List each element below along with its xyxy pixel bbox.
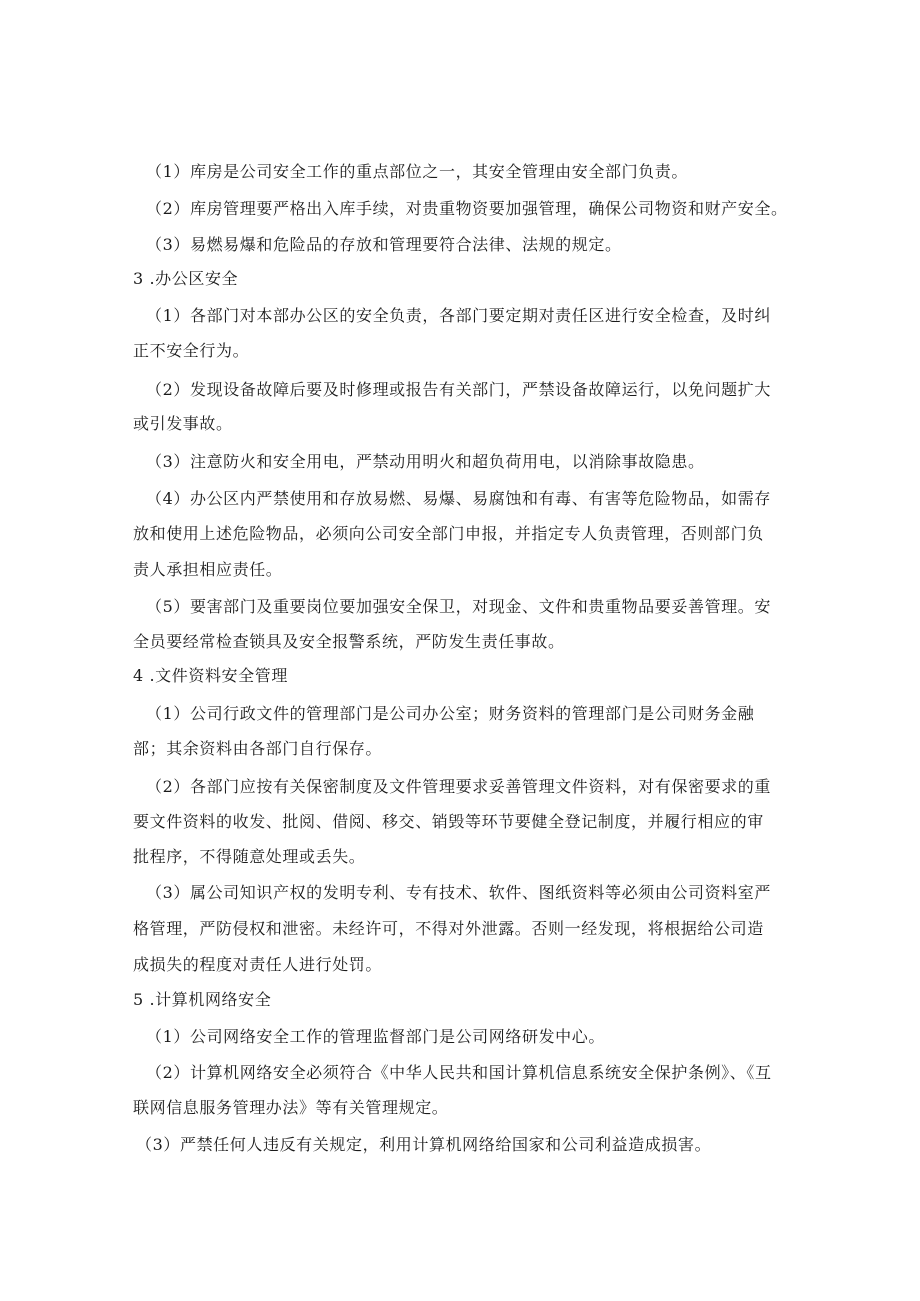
paragraph-line: （2）各部门应按有关保密制度及文件管理要求妥善管理文件资料，对有保密要求的重 — [146, 777, 771, 796]
paragraph-line: （1）各部门对本部办公区的安全负责，各部门要定期对责任区进行安全检查，及时纠 — [146, 306, 771, 325]
paragraph-line: （2）库房管理要严格出入库手续，对贵重物资要加强管理，确保公司物资和财产安全。 — [146, 199, 788, 218]
paragraph-line: 要文件资料的收发、批阅、借阅、移交、销毁等环节要健全登记制度，并履行相应的审 — [133, 812, 764, 831]
paragraph-line: 放和使用上述危险物品，必须向公司安全部门申报，并指定专人负责管理，否则部门负 — [133, 524, 764, 543]
paragraph-line: （5）要害部门及重要岗位要加强安全保卫，对现金、文件和贵重物品要妥善管理。安 — [146, 597, 771, 616]
paragraph-line: 格管理，严防侵权和泄密。未经许可，不得对外泄露。否则一经发现，将根据给公司造 — [133, 919, 764, 938]
paragraph-line: （3）属公司知识产权的发明专利、专有技术、软件、图纸资料等必须由公司资料室严 — [146, 883, 771, 902]
paragraph-line: 正不安全行为。 — [133, 341, 250, 360]
paragraph-line: 责人承担相应责任。 — [133, 560, 283, 579]
section-heading: 5 .计算机网络安全 — [133, 990, 272, 1009]
paragraph-line: 成损失的程度对责任人进行处罚。 — [133, 955, 383, 974]
paragraph-line: （1）公司网络安全工作的管理监督部门是公司网络研发中心。 — [146, 1027, 605, 1046]
paragraph-line: （1）公司行政文件的管理部门是公司办公室；财务资料的管理部门是公司财务金融 — [146, 704, 755, 723]
paragraph-line: （3）注意防火和安全用电，严禁动用明火和超负荷用电，以消除事故隐患。 — [146, 452, 705, 471]
paragraph-line: 或引发事故。 — [133, 414, 233, 433]
paragraph-line: 联网信息服务管理办法》等有关管理规定。 — [133, 1098, 449, 1117]
paragraph-line: （2）计算机网络安全必须符合《中华人民共和国计算机信息系统安全保护条例》、《互 — [146, 1063, 772, 1082]
paragraph-line: 批程序，不得随意处理或丢失。 — [133, 847, 366, 866]
paragraph-line: （3）易燃易爆和危险品的存放和管理要符合法律、法规的规定。 — [146, 235, 622, 254]
paragraph-line: （2）发现设备故障后要及时修理或报告有关部门，严禁设备故障运行，以免问题扩大 — [146, 380, 771, 399]
paragraph-line: （1）库房是公司安全工作的重点部位之一，其安全管理由安全部门负责。 — [146, 162, 688, 181]
paragraph-line: 全员要经常检查锁具及安全报警系统，严防发生责任事故。 — [133, 632, 565, 651]
section-heading: 3 .办公区安全 — [133, 269, 239, 288]
paragraph-line: （3）严禁任何人违反有关规定，利用计算机网络给国家和公司利益造成损害。 — [136, 1135, 712, 1154]
section-heading: 4 .文件资料安全管理 — [133, 666, 288, 685]
paragraph-line: 部；其余资料由各部门自行保存。 — [133, 739, 383, 758]
paragraph-line: （4）办公区内严禁使用和存放易燃、易爆、易腐蚀和有毒、有害等危险物品，如需存 — [146, 489, 771, 508]
